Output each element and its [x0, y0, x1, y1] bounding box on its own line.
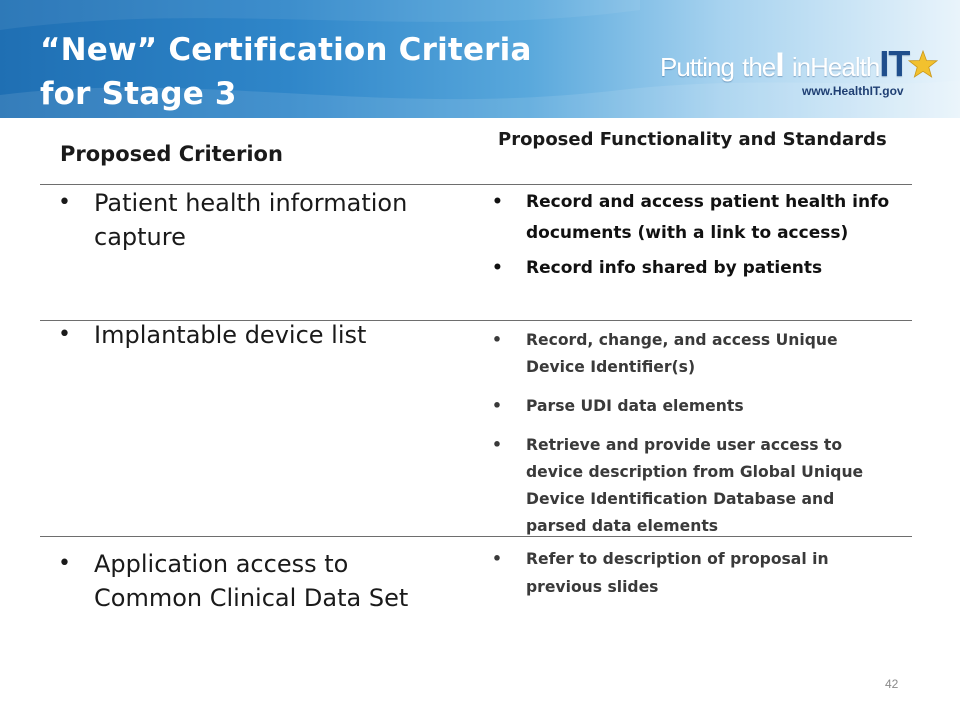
functionality-text: Parse UDI data elements: [526, 397, 744, 415]
functionality-text: Refer to description of proposal in previous slides: [526, 550, 829, 596]
functionality-item: [490, 545, 900, 601]
criterion-text: Patient health information capture: [94, 189, 408, 251]
bullet-glyph: •: [492, 550, 502, 568]
logo-putting: Putting: [660, 52, 734, 82]
functionality-text: Record, change, and access Unique Device Identifier(s): [526, 331, 838, 376]
criterion-text: Implantable device list: [94, 321, 367, 349]
functionality-text: Record info shared by patients: [526, 258, 823, 278]
column-header-criterion: Proposed Criterion: [60, 142, 283, 166]
logo-i: I: [775, 46, 784, 84]
header-banner: [0, 0, 960, 118]
functionality-item: [490, 187, 900, 249]
bullet-glyph: •: [492, 397, 502, 415]
logo-in: in: [791, 52, 811, 82]
criterion-item: [58, 318, 458, 352]
criterion-item: [58, 547, 458, 615]
logo-it: IT: [879, 43, 910, 84]
star-icon: [908, 50, 938, 78]
logo-wordmark: [660, 44, 909, 87]
functionality-item: [490, 253, 900, 284]
slide-title: “New” Certification Criteria for Stage 3: [40, 32, 532, 112]
functionality-item: [490, 393, 900, 420]
logo-health: Health: [810, 52, 880, 82]
logo-url: www.HealthIT.gov: [802, 84, 904, 98]
functionality-list: [490, 327, 900, 552]
healthit-logo: [660, 44, 950, 114]
functionality-item: [490, 327, 900, 381]
bullet-glyph: •: [58, 551, 71, 576]
criterion-item: [58, 186, 458, 254]
bullet-glyph: •: [492, 258, 503, 278]
bullet-glyph: •: [58, 190, 71, 215]
functionality-list: [490, 545, 900, 601]
functionality-text: Retrieve and provide user access to device description from Global Unique Device Identification Database and parsed data elements: [526, 436, 864, 535]
functionality-item: [490, 432, 900, 540]
bullet-glyph: •: [58, 322, 71, 347]
criterion-text: Application access to Common Clinical Data Set: [94, 550, 409, 612]
functionality-list: [490, 187, 900, 288]
bullet-glyph: •: [492, 436, 502, 454]
bullet-glyph: •: [492, 331, 502, 349]
table-divider: [40, 184, 912, 185]
functionality-text: Record and access patient health info documents (with a link to access): [526, 192, 890, 243]
logo-the: the: [742, 52, 776, 82]
page-number: 42: [885, 677, 899, 691]
table-divider: [40, 536, 912, 537]
bullet-glyph: •: [492, 192, 503, 212]
column-header-functionality: Proposed Functionality and Standards: [498, 129, 887, 150]
